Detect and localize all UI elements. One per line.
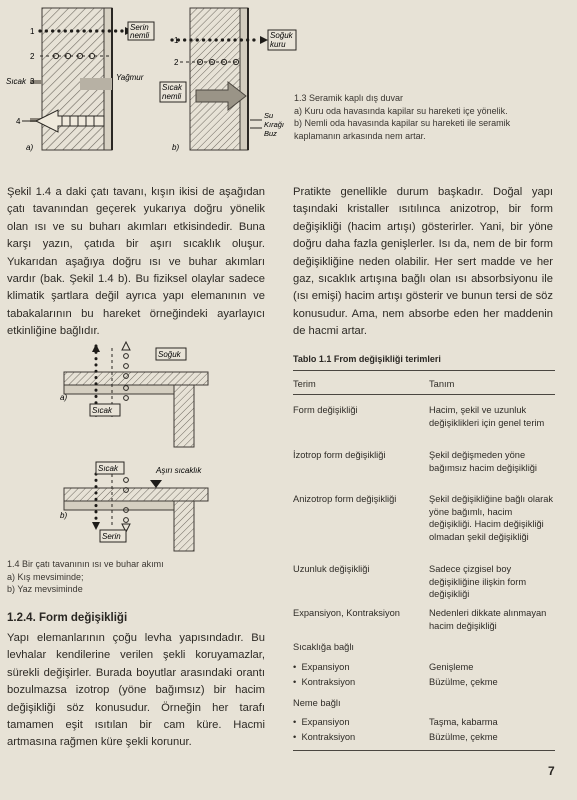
caption-title: 1.4 Bir çatı tavanının ısı ve buhar akımı: [7, 559, 164, 569]
label-serin: Serin: [130, 23, 149, 32]
definition: Büzülme, çekme: [429, 732, 498, 742]
bullet: •: [293, 677, 297, 687]
term: Uzunluk değişikliği: [293, 564, 370, 574]
sublabel-b: b): [172, 143, 180, 152]
label-kiragi: Kırağı: [264, 120, 285, 129]
label-sicak-roof-b: Sıcak: [98, 464, 119, 473]
label-soguk-roof: Soğuk: [158, 350, 181, 359]
left-paragraph: Şekil 1.4 a daki çatı tavanı, kışın ikisi de aşağıdan çatı tavanından geçerek yukarıya doğru yönelik olan ısı ve su buharı akımları etkisindedir. Buna karşı yazın, çatıda bir aşırı sıcaklık oluşur. Yukarıdan aşağıya doğru ısı ve buhar akımları vardır (bak. Şekil 1.4 b). Bu fiziksel olaylar sadece klimatik şartlara değil ayrıca yapı elemanının ve tabakalarının bu hareket örneğindeki ayarlayıcı etkinliğine bağlıdır.: [7, 186, 265, 338]
group-title-nem: Neme bağlı: [293, 698, 341, 708]
definition: Sadece çizgisel boy değişikliğine ilişkin form değişikliği: [429, 564, 527, 600]
term-text: Kontraksiyon: [301, 732, 356, 742]
group-title-sicaklik: Sıcaklığa bağlı: [293, 642, 354, 652]
label-nemli: nemli: [130, 31, 150, 40]
label-sicak-a: Sıcak: [6, 77, 27, 86]
table-rule-bottom: [293, 750, 555, 751]
label-asiri-sicaklik: Aşırı sıcaklık: [156, 466, 202, 475]
figure-1-3-caption: [294, 92, 526, 142]
roof-b: [64, 462, 208, 551]
term: [293, 716, 421, 729]
label-kuru: kuru: [270, 40, 286, 49]
definition: Genişleme: [429, 662, 474, 672]
term: [293, 676, 421, 689]
num-1a: 1: [30, 27, 35, 36]
term: [293, 661, 421, 674]
definition: Büzülme, çekme: [429, 677, 498, 687]
bullet: •: [293, 662, 297, 672]
caption-a: a) Kuru oda havasında kapilar su hareketi içe yönelik.: [294, 105, 508, 116]
definition: Şekil değişikliğine bağlı olarak yöne bağımlı, hacim değişikliği. Hacim değişikliği olmadan şekil değişikliği: [429, 494, 554, 542]
definition: Hacim, şekil ve uzunluk değişiklikleri için genel terim: [429, 405, 545, 428]
figure-1-4-caption: [7, 558, 265, 596]
caption-title: 1.3 Seramik kaplı dış duvar: [294, 93, 404, 103]
section-paragraph: Yapı elemanlarının çoğu levha yapısındadır. Bu levhalar kendilerine verilen şekli koruyamazlar, sürekli değişirler. Burada boyutlar arasındaki orantı bozulmazsa izotrop (yöne bağımsız) bir hacim değişikliği söz konusudur. Örneğin her tarafı tamamen eşit ısıtılan bir cam küre. Hacmi artmasına rağmen küre şekli korunur.: [7, 632, 265, 749]
num-1b: 1: [174, 36, 179, 45]
term: Form değişikliği: [293, 405, 358, 415]
roof-a: [64, 342, 208, 447]
figure-1-3-wall-diagram: [0, 0, 300, 170]
num-2a: 2: [30, 52, 35, 61]
section-heading: 1.2.4. Form değişikliği: [7, 612, 128, 624]
term: Expansiyon, Kontraksiyon: [293, 608, 400, 618]
term-text: Kontraksiyon: [301, 677, 356, 687]
label-su: Su: [264, 111, 274, 120]
bullet: •: [293, 717, 297, 727]
label-yagmur: Yağmur: [116, 73, 144, 82]
num-2b: 2: [174, 58, 179, 67]
term-text: Expansiyon: [301, 717, 350, 727]
sublabel-a: a): [26, 143, 34, 152]
label-serin-roof: Serin: [102, 532, 121, 541]
label-sicak-roof-a: Sıcak: [92, 406, 113, 415]
figure-1-4-roof-diagram: [0, 340, 270, 560]
table-title: Tablo 1.1 From değişikliği terimleri: [293, 354, 441, 364]
page-number: 7: [548, 764, 555, 778]
num-3a: 3: [30, 77, 35, 86]
sublabel-roof-b: b): [60, 511, 68, 520]
label-soguk: Soğuk: [270, 31, 293, 40]
label-nemli-b: nemli: [162, 92, 182, 101]
definition: Şekil değişmeden yöne bağımsız hacim değişikliği: [429, 450, 537, 473]
caption-b: b) Yaz mevsiminde: [7, 584, 83, 594]
header-terim: Terim: [293, 379, 316, 389]
term-text: Expansiyon: [301, 662, 350, 672]
term: [293, 731, 421, 744]
label-buz: Buz: [264, 129, 277, 138]
term: Anizotrop form değişikliği: [293, 494, 397, 504]
header-tanim: Tanım: [429, 379, 455, 389]
bullet: •: [293, 732, 297, 742]
caption-a: a) Kış mevsiminde;: [7, 571, 84, 582]
table-rule-header: [293, 394, 555, 395]
num-4a: 4: [16, 117, 21, 126]
sublabel-roof-a: a): [60, 393, 68, 402]
definition: Nedenleri dikkate alınmayan hacim değişikliği: [429, 608, 547, 631]
caption-b: b) Nemli oda havasında kapilar su hareketi ile seramik kaplamanın arkasında nem artar.: [294, 118, 511, 141]
definition: Taşma, kabarma: [429, 717, 498, 727]
term: İzotrop form değişikliği: [293, 450, 386, 460]
table-rule-top: [293, 370, 555, 371]
label-sicak-b: Sıcak: [162, 83, 183, 92]
right-paragraph: Pratikte genellikle durum başkadır. Doğal yapı taşındaki kristaller ısıtılınca anizotrop, bir form değişikliği (hacim artışı) gösterirler. Yani, bir yöne doğru daha fazla genişlerler. Isı da, nem de bir form değişikliğine neden olabilir. Her sert madde ve her gaz, sıcaklık artışına bağlı olan ısı absorbsiyonu ile (ısı emişi) hacim artışı gösterir ve bunun tersi de söz konusudur. Ama, nem absorbe eden her maddenin de hacmi artar.: [293, 186, 553, 338]
